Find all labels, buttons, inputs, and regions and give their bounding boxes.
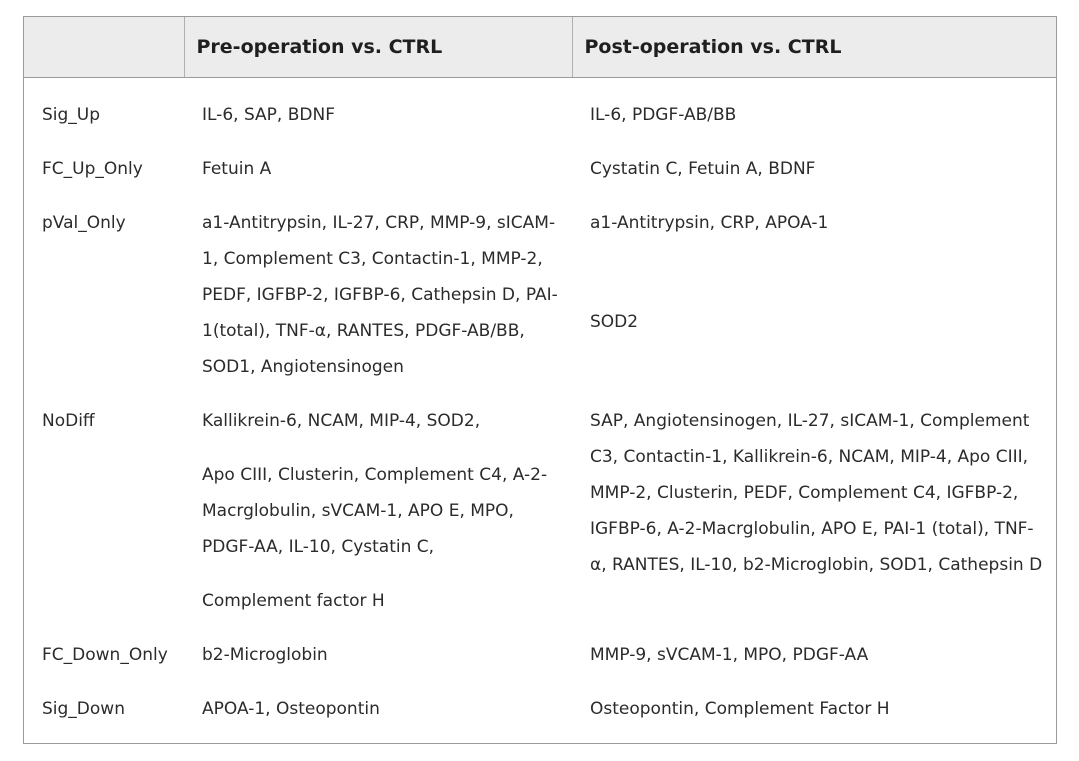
cell-text: a1-Antitrypsin, IL-27, CRP, MMP-9, sICAM-1, Complement C3, Contactin-1, MMP-2, PEDF, IGFBP-2, IGFBP-6, Cathepsin D, PAI-1(total), TNF-α, RANTES, PDGF-AB/BB, SOD1, Angiotensinogen xyxy=(202,212,558,377)
cell-text: Apo CIII, Clusterin, Complement C4, A-2-Macrglobulin, sVCAM-1, APO E, MPO, PDGF-AA, IL-10, Cystatin C, xyxy=(202,464,548,557)
cell-text: IL-6, SAP, BDNF xyxy=(202,104,335,125)
row-label: Sig_Down xyxy=(42,698,125,719)
pre-operation-cell xyxy=(184,637,572,691)
row-label: pVal_Only xyxy=(42,212,126,233)
cell-text: SOD2 xyxy=(590,311,639,332)
table-body xyxy=(24,77,1056,744)
header-row xyxy=(24,17,1056,77)
table-row xyxy=(24,691,1056,745)
row-label: FC_Down_Only xyxy=(42,644,168,665)
pre-operation-cell xyxy=(184,691,572,745)
data-table xyxy=(24,17,1056,744)
cell-text: Fetuin A xyxy=(202,158,272,179)
cell-text: APOA-1, Osteopontin xyxy=(202,698,380,719)
cell-text: b2-Microglobin xyxy=(202,644,328,665)
comparison-table xyxy=(23,16,1057,744)
pre-operation-cell xyxy=(184,77,572,151)
cell-text: Osteopontin, Complement Factor H xyxy=(590,698,890,719)
header-cell-empty xyxy=(24,17,184,77)
row-label: NoDiff xyxy=(42,410,95,431)
post-operation-cell xyxy=(572,403,1056,637)
row-label: Sig_Up xyxy=(42,104,101,125)
post-operation-cell xyxy=(572,151,1056,205)
row-label: FC_Up_Only xyxy=(42,158,143,179)
post-operation-cell xyxy=(572,691,1056,745)
pre-operation-cell xyxy=(184,151,572,205)
cell-text: Cystatin C, Fetuin A, BDNF xyxy=(590,158,816,179)
table-row xyxy=(24,77,1056,151)
cell-text: Kallikrein-6, NCAM, MIP-4, SOD2, xyxy=(202,410,481,431)
post-operation-cell xyxy=(572,205,1056,403)
cell-text: a1-Antitrypsin, CRP, APOA-1 xyxy=(590,212,829,233)
post-operation-cell xyxy=(572,637,1056,691)
table-row xyxy=(24,637,1056,691)
table-row xyxy=(24,403,1056,637)
table-row xyxy=(24,205,1056,403)
pre-operation-cell xyxy=(184,205,572,403)
cell-text: IL-6, PDGF-AB/BB xyxy=(590,104,737,125)
header-cell-post-operation: Post-operation vs. CTRL xyxy=(572,17,1056,77)
cell-text: SAP, Angiotensinogen, IL-27, sICAM-1, Complement C3, Contactin-1, Kallikrein-6, NCAM, MIP-4, Apo CIII, MMP-2, Clusterin, PEDF, Complement C4, IGFBP-2, IGFBP-6, A-2-Macrglobulin, APO E, PAI-1 (total), TNF-α, RANTES, IL-10, b2-Microglobin, SOD1, Cathepsin D xyxy=(590,410,1043,575)
post-operation-cell xyxy=(572,77,1056,151)
cell-text: Complement factor H xyxy=(202,590,385,611)
header-cell-pre-operation: Pre-operation vs. CTRL xyxy=(184,17,572,77)
table-header xyxy=(24,17,1056,77)
cell-text: MMP-9, sVCAM-1, MPO, PDGF-AA xyxy=(590,644,869,665)
table-row xyxy=(24,151,1056,205)
pre-operation-cell xyxy=(184,403,572,637)
